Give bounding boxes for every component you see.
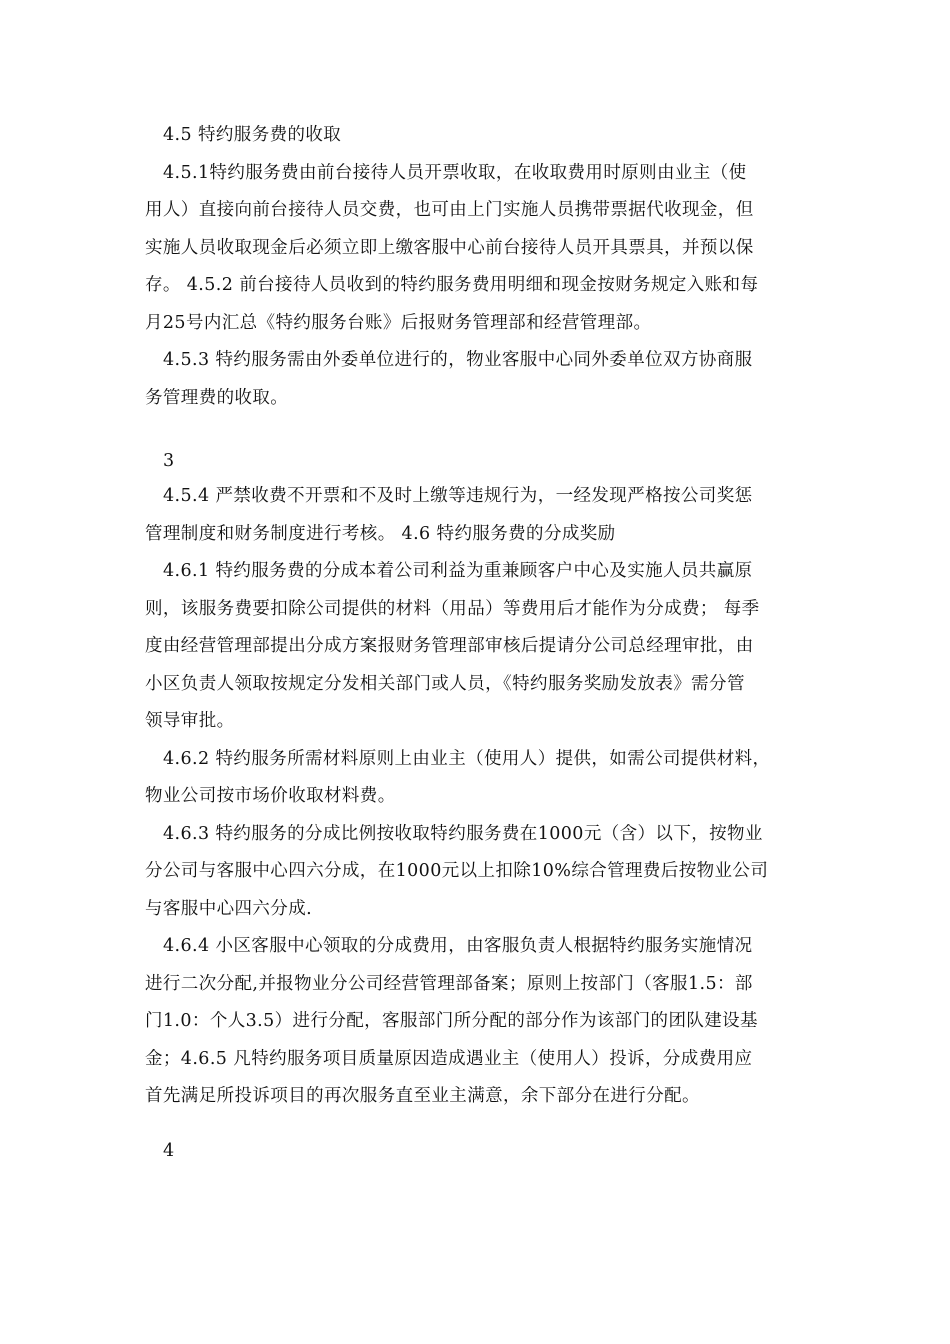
text-line: 金；4.6.5 凡特约服务项目质量原因造成遇业主（使用人）投诉，分成费用应 xyxy=(145,1048,753,1069)
text-line: 首先满足所投诉项目的再次服务直至业主满意，余下部分在进行分配。 xyxy=(145,1086,700,1106)
section-4-5-4-to-4-6-5 xyxy=(145,478,805,1116)
text-line: 管理制度和财务制度进行考核。 4.6 特约服务费的分成奖励 xyxy=(145,523,616,544)
text-line: 4.5.4 严禁收费不开票和不及时上缴等违规行为，一经发现严格按公司奖惩 xyxy=(163,486,753,506)
text-line: 4.5.3 特约服务需由外委单位进行的，物业客服中心同外委单位双方协商服 xyxy=(163,350,753,370)
text-line: 务管理费的收取。 xyxy=(145,387,289,408)
text-line: 领导审批。 xyxy=(145,711,235,731)
text-line: 实施人员收取现金后必须立即上缴客服中心前台接待人员开具票具，并预以保 xyxy=(145,237,754,258)
text-line: 与客服中心四六分成. xyxy=(145,898,313,919)
text-line: 用人）直接向前台接待人员交费，也可由上门实施人员携带票据代收现金，但 xyxy=(145,200,754,220)
page-number: 4 xyxy=(163,1141,175,1161)
text-line: 4.6.3 特约服务的分成比例按收取特约服务费在1000元（含）以下，按物业 xyxy=(163,823,763,844)
section-4-5 xyxy=(145,117,805,417)
text-line: 存。 4.5.2 前台接待人员收到的特约服务费用明细和现金按财务规定入账和每 xyxy=(145,275,759,295)
text-line: 则，该服务费要扣除公司提供的材料（用品）等费用后才能作为分成费； 每季 xyxy=(145,598,760,619)
text-line: 小区负责人领取按规定分发相关部门或人员，《特约服务奖励发放表》需分管 xyxy=(145,673,745,694)
text-line: 月25号内汇总《特约服务台账》后报财务管理部和经营管理部。 xyxy=(145,312,652,333)
text-line: 物业公司按市场价收取材料费。 xyxy=(145,786,396,806)
text-line: 分公司与客服中心四六分成，在1000元以上扣除10%综合管理费后按物业公司 xyxy=(145,861,769,881)
text-line: 4.6.4 小区客服中心领取的分成费用，由客服负责人根据特约服务实施情况 xyxy=(163,936,753,956)
text-line: 4.6.2 特约服务所需材料原则上由业主（使用人）提供，如需公司提供材料， xyxy=(163,748,771,769)
text-line: 门1.0：个人3.5）进行分配，客服部门所分配的部分作为该部门的团队建设基 xyxy=(145,1011,758,1031)
text-line: 4.5.1特约服务费由前台接待人员开票收取，在收取费用时原则由业主（使 xyxy=(163,162,747,183)
heading-4-5: 4.5 特约服务费的收取 xyxy=(163,125,342,145)
text-line: 进行二次分配,并报物业分公司经营管理部备案；原则上按部门（客服1.5：部 xyxy=(145,973,753,994)
text-line: 度由经营管理部提出分成方案报财务管理部审核后提请分公司总经理审批，由 xyxy=(145,636,754,656)
page-number: 3 xyxy=(163,451,175,471)
text-line: 4.6.1 特约服务费的分成本着公司利益为重兼顾客户中心及实施人员共赢原 xyxy=(163,561,753,581)
